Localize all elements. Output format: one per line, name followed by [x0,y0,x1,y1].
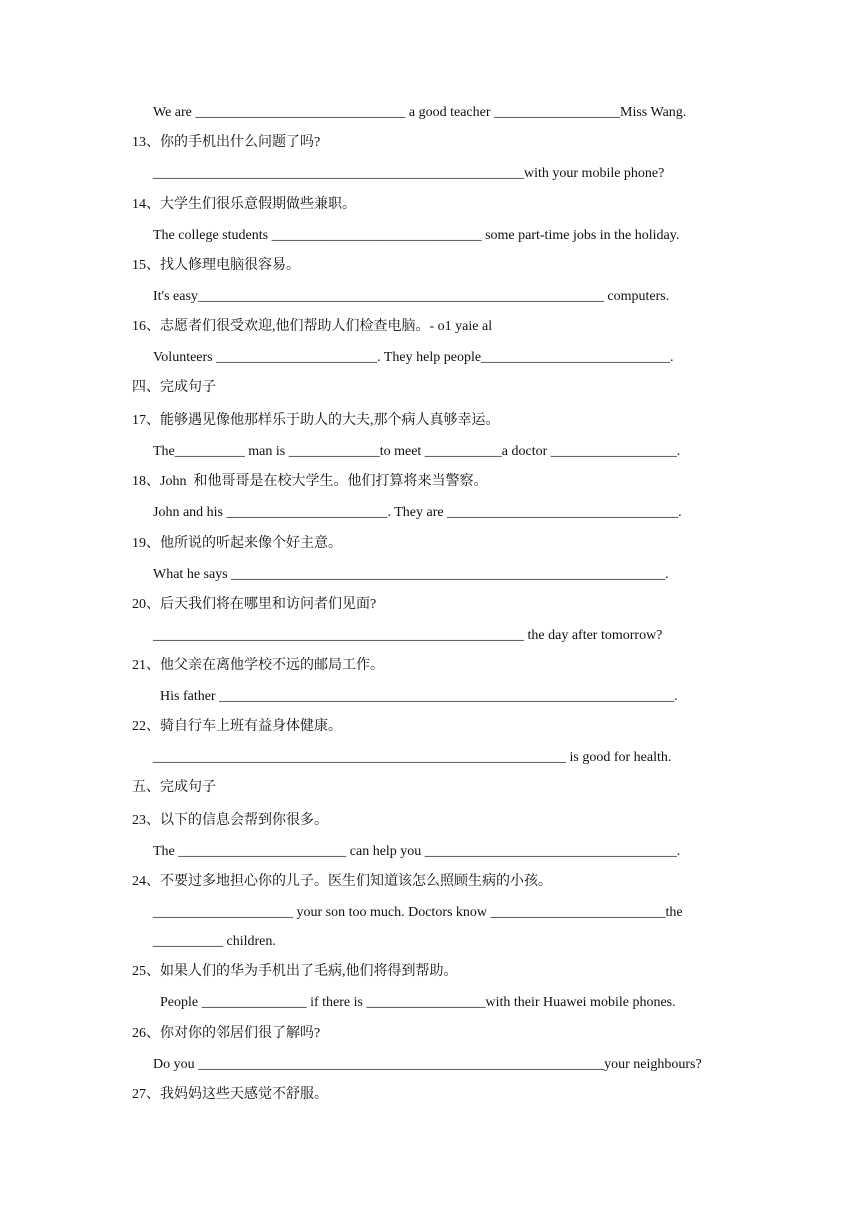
answer-line-20: _____________________________________________________ the day after tomorrow? [153,628,663,643]
answer-line-22: ___________________________________________________________ is good for health. [153,750,672,765]
answer-line-24b: __________ children. [153,934,276,949]
question-13: 13、你的手机出什么问题了吗? [132,135,321,150]
answer-line-16: Volunteers _______________________. They help people___________________________. [153,350,674,365]
answer-line-12: We are ______________________________ a good teacher __________________Miss Wang. [153,105,687,120]
answer-line-17: The__________ man is _____________to meet ___________a doctor __________________. [153,444,681,459]
section-heading-4: 四、完成句子 [132,380,216,395]
answer-line-24a: ____________________ your son too much. Doctors know _________________________the [153,905,683,920]
question-20: 20、后天我们将在哪里和访问者们见面? [132,597,377,612]
question-19: 19、他所说的听起来像个好主意。 [132,536,342,551]
question-23: 23、以下的信息会帮到你很多。 [132,813,328,828]
answer-line-23: The ________________________ can help you ____________________________________. [153,844,681,859]
section-heading-5: 五、完成句子 [132,780,216,795]
question-18: 18、John 和他哥哥是在校大学生。他们打算将来当警察。 [132,474,488,489]
question-15: 15、找人修理电脑很容易。 [132,258,300,273]
question-16: 16、志愿者们很受欢迎,他们帮助人们检查电脑。- o1 yaie al [132,319,493,334]
answer-line-14: The college students ______________________________ some part-time jobs in the holiday. [153,228,680,243]
question-14: 14、大学生们很乐意假期做些兼职。 [132,197,356,212]
question-25: 25、如果人们的华为手机出了毛病,他们将得到帮助。 [132,964,458,979]
question-27: 27、我妈妈这些天感觉不舒服。 [132,1087,328,1102]
answer-line-26: Do you __________________________________________________________your neighbours? [153,1057,702,1072]
answer-line-19: What he says ______________________________________________________________. [153,567,669,582]
answer-line-25: People _______________ if there is _________________with their Huawei mobile phones. [160,995,676,1010]
answer-line-21: His father _________________________________________________________________. [160,689,678,704]
answer-line-13: _____________________________________________________with your mobile phone? [153,166,665,181]
question-17: 17、能够遇见像他那样乐于助人的大夫,那个病人真够幸运。 [132,413,500,428]
question-21: 21、他父亲在离他学校不远的邮局工作。 [132,658,384,673]
answer-line-18: John and his _______________________. They are _________________________________. [153,505,682,520]
question-26: 26、你对你的邻居们很了解吗? [132,1026,321,1041]
answer-line-15: It's easy__________________________________________________________ computers. [153,289,670,304]
question-24: 24、不要过多地担心你的儿子。医生们知道该怎么照顾生病的小孩。 [132,874,552,889]
question-22: 22、骑自行车上班有益身体健康。 [132,719,342,734]
